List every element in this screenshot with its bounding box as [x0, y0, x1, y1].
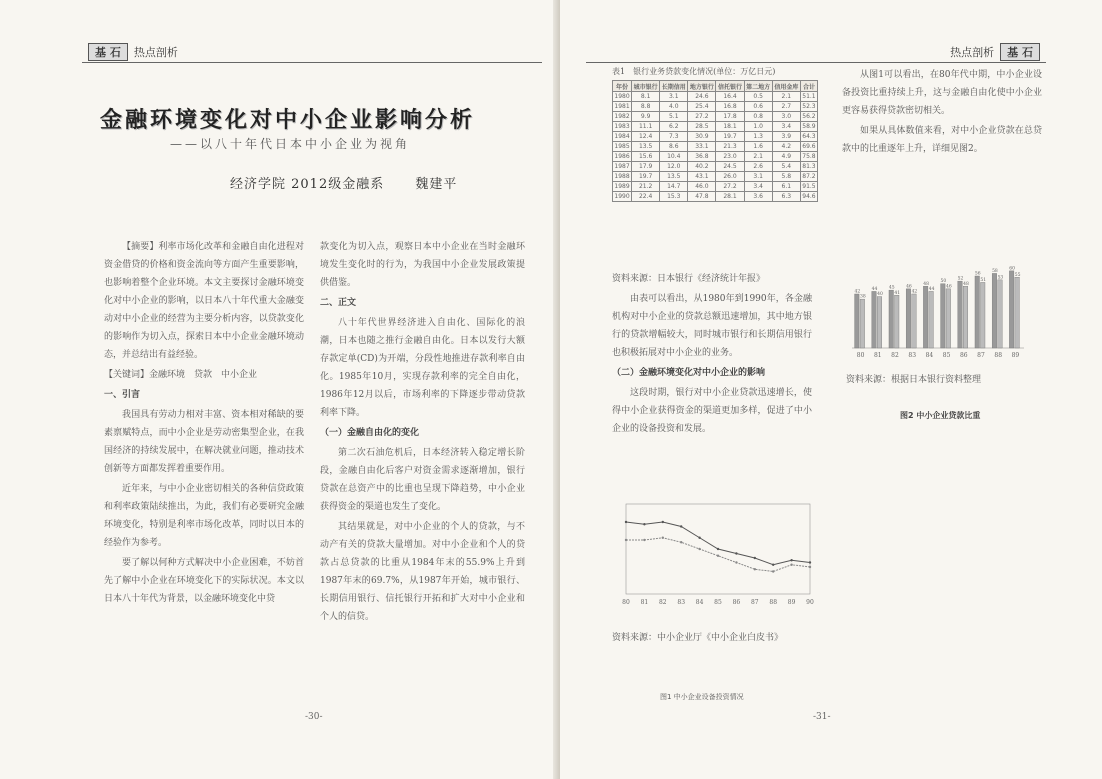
table-header-cell: 年份: [613, 81, 632, 92]
table-cell: 14.7: [660, 182, 688, 192]
table-source: 资料来源：日本银行《经济统计年报》: [612, 274, 766, 284]
x-tick-label: 82: [658, 599, 667, 606]
x-tick-label: 86: [959, 352, 968, 359]
table-cell: 30.9: [688, 132, 716, 142]
table-cell: 1982: [614, 113, 630, 120]
data-label: 60: [1009, 266, 1015, 272]
table-cell: 0.6: [744, 102, 772, 112]
paragraph: 要了解以何种方式解决中小企业困难，不妨首先了解中小企业在环境变化下的实际状况。本文以日本八十年代为背景，以金融环境变化中贷: [104, 558, 304, 604]
right-column-2: [842, 66, 1042, 160]
data-point: [625, 521, 627, 523]
section-heading: 一、引言: [104, 390, 141, 400]
data-point: [680, 525, 682, 527]
x-tick-label: 80: [856, 352, 865, 359]
table-cell: 1981: [614, 103, 630, 110]
bar: [912, 294, 917, 348]
table-header-cell: 第二地方: [744, 81, 772, 92]
data-table-block: [612, 66, 818, 202]
bar: [958, 281, 963, 348]
table-cell: 27.2: [716, 182, 744, 192]
table-cell: 11.1: [632, 122, 660, 132]
table-cell: 15.3: [660, 192, 688, 202]
left-column-2: [320, 238, 525, 628]
table-body: [613, 92, 818, 202]
x-tick-label: 90: [806, 599, 814, 606]
paragraph: 第二次石油危机后，日本经济转入稳定增长阶段，金融自由化后客户对资金需求逐渐增加，银行贷款在总资产中的比重也呈现下降趋势，中小企业获得资金的渠道也发生了变化。: [320, 448, 525, 512]
table-cell: 1987: [614, 163, 630, 170]
table-cell: 51.1: [802, 93, 816, 100]
data-label: 55: [1014, 272, 1021, 278]
paragraph: 其结果就是，对中小企业的个人的贷款，与不动产有关的贷款大量增加。对中小企业和个人的贷款占总贷款的比重从1984年末的55.9%上升到1987年末的69.7%，从1987年开始，城市银行、长期信用银行、信托银行开拓和扩大对中小企业和个人的信贷。: [320, 522, 525, 622]
table-cell: 8.8: [632, 102, 660, 112]
table-cell: 6.2: [660, 122, 688, 132]
data-label: 58: [992, 268, 998, 274]
table-cell: 40.2: [688, 162, 716, 172]
column-tag: 基 石: [88, 43, 128, 61]
bar: [923, 286, 928, 348]
table-cell: 24.6: [688, 92, 716, 102]
bar: [1015, 277, 1020, 348]
table-cell: 2.1: [744, 152, 772, 162]
table-cell: 10.4: [660, 152, 688, 162]
keywords: 【关键词】金融环境 贷款 中小企业: [104, 370, 258, 380]
table-row: [613, 142, 818, 152]
table-caption: 表1 银行业务贷款变化情况(单位：万亿日元): [612, 67, 776, 76]
data-label: 41: [894, 290, 901, 296]
table-cell: 91.5: [802, 183, 816, 190]
bar: [889, 290, 894, 348]
data-label: 46: [906, 284, 912, 290]
bar: [906, 289, 911, 348]
table-cell: 25.4: [688, 102, 716, 112]
x-tick-label: 87: [750, 599, 759, 606]
x-tick-label: 84: [925, 352, 934, 359]
table-cell: 9.9: [632, 112, 660, 122]
table-cell: 1990: [614, 193, 630, 200]
left-column-1: [104, 238, 304, 610]
bar: [941, 284, 946, 348]
data-label: 50: [940, 279, 947, 285]
table-header-cell: 合计: [800, 81, 817, 92]
table-cell: 47.8: [688, 192, 716, 202]
table-cell: 1989: [614, 183, 630, 190]
data-point: [680, 541, 682, 543]
table-cell: 3.6: [744, 192, 772, 202]
table-cell: 27.2: [688, 112, 716, 122]
bar: [860, 299, 865, 348]
x-tick-label: 82: [891, 352, 899, 359]
paragraph: 八十年代世界经济进入自由化、国际化的浪潮，日本也随之推行金融自由化。日本以发行大额存款定单(CD)为开端，分段性地推进存款利率自由化。1985年10月，实现存款利率的完全自由化，1986年12月以后，市场利率的下降逐步带动贷款利率下降。: [320, 318, 525, 418]
table-cell: 17.8: [716, 112, 744, 122]
table-cell: 12.0: [660, 162, 688, 172]
table-cell: 3.1: [744, 172, 772, 182]
table-cell: 16.8: [716, 102, 744, 112]
table-cell: 4.0: [660, 102, 688, 112]
x-tick-label: 88: [994, 352, 1003, 359]
author-name: 魏建平: [415, 177, 458, 192]
table-cell: 56.2: [802, 113, 816, 120]
table-cell: 5.4: [772, 162, 800, 172]
table-cell: 4.9: [772, 152, 800, 162]
bar: [877, 297, 882, 348]
table-row: [613, 152, 818, 162]
data-point: [625, 539, 627, 541]
table-cell: 12.4: [632, 132, 660, 142]
paragraph: 款变化为切入点，观察日本中小企业在当时金融环境发生变化时的行为，为我国中小企业发展政策提供借鉴。: [320, 242, 525, 288]
bar-chart: [846, 252, 1028, 362]
data-label: 51: [980, 277, 987, 283]
paragraph: 我国具有劳动力相对丰富、资本相对稀缺的要素禀赋特点，而中小企业是劳动密集型企业，在我国经济的持续发展中，在解决就业问题，推动技术创新等方面都发挥着重要作用。: [104, 410, 304, 474]
table-cell: 3.4: [772, 122, 800, 132]
table-cell: 1.0: [744, 122, 772, 132]
x-tick-label: 83: [677, 599, 686, 606]
table-cell: 33.1: [688, 142, 716, 152]
table-cell: 19.7: [632, 172, 660, 182]
table-cell: 23.0: [716, 152, 744, 162]
paragraph: 如果从具体数值来看，对中小企业贷款在总贷款中的比重逐年上升，详细见图2。: [842, 126, 1042, 154]
table-cell: 13.5: [660, 172, 688, 182]
table-cell: 3.9: [772, 132, 800, 142]
data-point: [717, 555, 719, 557]
data-label: 56: [974, 271, 981, 277]
data-point: [809, 566, 811, 568]
data-point: [790, 559, 792, 561]
table-cell: 19.7: [716, 132, 744, 142]
table-row: [613, 112, 818, 122]
data-point: [698, 548, 700, 550]
bar: [992, 273, 997, 348]
table-cell: 94.6: [802, 193, 816, 200]
data-table: [612, 80, 818, 202]
data-label: 52: [957, 276, 964, 282]
table-cell: 1985: [614, 143, 630, 150]
table-cell: 3.4: [744, 182, 772, 192]
data-point: [754, 568, 756, 570]
bar-chart-caption: 图2 中小企业贷款比重: [900, 411, 981, 420]
table-header-row: [613, 81, 818, 92]
x-tick-label: 86: [732, 599, 741, 606]
line-chart: [612, 498, 816, 608]
table-cell: 5.1: [660, 112, 688, 122]
table-row: [613, 192, 818, 202]
table-cell: 18.1: [716, 122, 744, 132]
data-label: 44: [928, 286, 935, 292]
bar: [1009, 271, 1014, 348]
x-tick-label: 80: [622, 599, 630, 606]
table-row: [613, 172, 818, 182]
table-cell: 4.2: [772, 142, 800, 152]
x-tick-label: 89: [787, 599, 796, 606]
data-point: [809, 561, 811, 563]
paragraph: 这段时期，银行对中小企业贷款迅速增长，使得中小企业获得资金的渠道更加多样，促进了中小企业的设备投资和发展。: [612, 388, 812, 434]
x-tick-label: 84: [695, 599, 704, 606]
table-cell: 43.1: [688, 172, 716, 182]
column-tag: 基 石: [1000, 43, 1040, 61]
data-point: [643, 539, 645, 541]
table-cell: 69.6: [802, 143, 816, 150]
table-cell: 87.2: [802, 173, 816, 180]
bar: [998, 280, 1003, 348]
table-cell: 24.5: [716, 162, 744, 172]
bar: [929, 291, 934, 348]
line-chart-caption: 图1 中小企业设备投资情况: [660, 693, 744, 701]
table-cell: 28.1: [716, 192, 744, 202]
table-header-cell: 长期信用: [660, 81, 688, 92]
table-cell: 6.3: [772, 192, 800, 202]
data-label: 38: [859, 294, 866, 300]
data-label: 45: [888, 285, 895, 291]
data-point: [790, 564, 792, 566]
chart-source: 资料来源：中小企业厅《中小企业白皮书》: [612, 633, 784, 643]
data-point: [772, 564, 774, 566]
x-tick-label: 89: [1011, 352, 1020, 359]
table-cell: 17.9: [632, 162, 660, 172]
table-row: [613, 132, 818, 142]
section-label: 热点剖析: [133, 46, 178, 59]
data-label: 48: [963, 281, 969, 287]
right-column-1: [612, 270, 812, 440]
table-row: [613, 92, 818, 102]
table-cell: 5.8: [772, 172, 800, 182]
section-heading: 二、正文: [320, 298, 357, 308]
article-subtitle: ——以八十年代日本中小企业为视角: [170, 137, 411, 151]
bar: [855, 294, 860, 348]
data-point: [643, 523, 645, 525]
table-cell: 36.8: [688, 152, 716, 162]
table-cell: 64.3: [802, 133, 816, 140]
data-label: 46: [945, 284, 952, 290]
left-page-header: [82, 42, 542, 63]
x-tick-label: 83: [908, 352, 917, 359]
paragraph: 由表可以看出，从1980年到1990年，各金融机构对中小企业的贷款总额迅速增加，其中地方银行的贷款增幅较大，同时城市银行和长期信用银行也积极拓展对中小企业的业务。: [612, 294, 812, 358]
data-point: [772, 570, 774, 572]
table-cell: 81.3: [802, 163, 816, 170]
bar: [946, 289, 951, 348]
section-label: 热点剖析: [950, 46, 995, 59]
table-cell: 1984: [614, 133, 630, 140]
table-cell: 58.9: [802, 123, 816, 130]
bar: [872, 291, 877, 348]
table-cell: 8.6: [660, 142, 688, 152]
table-cell: 0.5: [744, 92, 772, 102]
abstract: 【摘要】利率市场化改革和金融自由化进程对资金借贷的价格和资金流向等方面产生重要影响，也影响着整个企业环境。本文主要探讨金融环境变化对中小企业的影响，以日本八十年代重大金融变动对中小企业的经营为主要分析内容，以贷款变化的影响作为切入点，探索日本中小企业金融环境动态，并总结出有益经验。: [104, 242, 304, 360]
table-cell: 8.1: [632, 92, 660, 102]
table-row: [613, 122, 818, 132]
table-cell: 1988: [614, 173, 630, 180]
bar: [980, 282, 985, 348]
table-cell: 0.8: [744, 112, 772, 122]
table-header-cell: 信托银行: [716, 81, 744, 92]
bar: [894, 295, 899, 348]
table-cell: 15.6: [632, 152, 660, 162]
table-cell: 16.4: [716, 92, 744, 102]
table-cell: 75.8: [802, 153, 816, 160]
table-cell: 2.1: [772, 92, 800, 102]
table-cell: 1986: [614, 153, 630, 160]
page-number: -30-: [305, 712, 323, 722]
subsection-heading: （一）金融自由化的变化: [320, 428, 420, 438]
data-label: 53: [997, 275, 1004, 281]
table-row: [613, 182, 818, 192]
right-page-header: [586, 42, 1046, 63]
table-cell: 21.2: [632, 182, 660, 192]
data-label: 42: [911, 289, 918, 295]
table-cell: 3.1: [660, 92, 688, 102]
author-affiliation: 经济学院 2012级金融系: [230, 177, 385, 192]
x-tick-label: 87: [977, 352, 985, 359]
data-label: 42: [854, 289, 861, 295]
table-cell: 7.3: [660, 132, 688, 142]
table-cell: 2.6: [744, 162, 772, 172]
table-header-cell: 城市银行: [632, 81, 660, 92]
data-point: [662, 537, 664, 539]
data-point: [754, 557, 756, 559]
data-point: [717, 548, 719, 550]
table-cell: 22.4: [632, 192, 660, 202]
table-cell: 13.5: [632, 142, 660, 152]
table-cell: 6.1: [772, 182, 800, 192]
x-tick-label: 88: [769, 599, 778, 606]
x-tick-label: 81: [873, 352, 882, 359]
table-cell: 3.0: [772, 112, 800, 122]
table-cell: 2.7: [772, 102, 800, 112]
paragraph: 从图1可以看出，在80年代中期，中小企业设备投资比重持续上升，这与金融自由化使中小企业更容易获得贷款密切相关。: [842, 70, 1042, 116]
table-header-cell: 信用金库: [772, 81, 800, 92]
author-line: [230, 173, 483, 192]
data-label: 48: [923, 281, 929, 287]
series-line: [626, 522, 810, 565]
table-row: [613, 102, 818, 112]
data-label: 44: [871, 286, 878, 292]
article-title: 金融环境变化对中小企业影响分析: [100, 108, 476, 133]
paragraph: 近年来，与中小企业密切相关的各种信贷政策和利率政策陆续推出，为此，我们有必要研究金融环境变化，特别是利率市场化改革，同时以日本的经验作为参考。: [104, 484, 304, 548]
bar: [975, 276, 980, 348]
data-point: [735, 561, 737, 563]
bar-chart-source: 资料来源：根据日本银行资料整理: [846, 375, 982, 385]
page-number: -31-: [813, 712, 831, 722]
table-cell: 26.0: [716, 172, 744, 182]
table-cell: 1.3: [744, 132, 772, 142]
table-cell: 28.5: [688, 122, 716, 132]
table-cell: 1983: [614, 123, 630, 130]
data-point: [698, 537, 700, 539]
subsection-heading: （二）金融环境变化对中小企业的影响: [612, 368, 766, 378]
x-tick-label: 85: [714, 599, 722, 606]
bar: [963, 286, 968, 348]
table-cell: 1980: [614, 93, 630, 100]
x-tick-label: 85: [942, 352, 951, 359]
table-cell: 46.0: [688, 182, 716, 192]
table-cell: 1.6: [744, 142, 772, 152]
data-label: 40: [877, 292, 883, 298]
data-point: [735, 552, 737, 554]
data-point: [662, 521, 664, 523]
table-header-cell: 地方银行: [688, 81, 716, 92]
x-tick-label: 81: [640, 599, 649, 606]
table-cell: 21.3: [716, 142, 744, 152]
table-cell: 52.3: [802, 103, 816, 110]
table-row: [613, 162, 818, 172]
